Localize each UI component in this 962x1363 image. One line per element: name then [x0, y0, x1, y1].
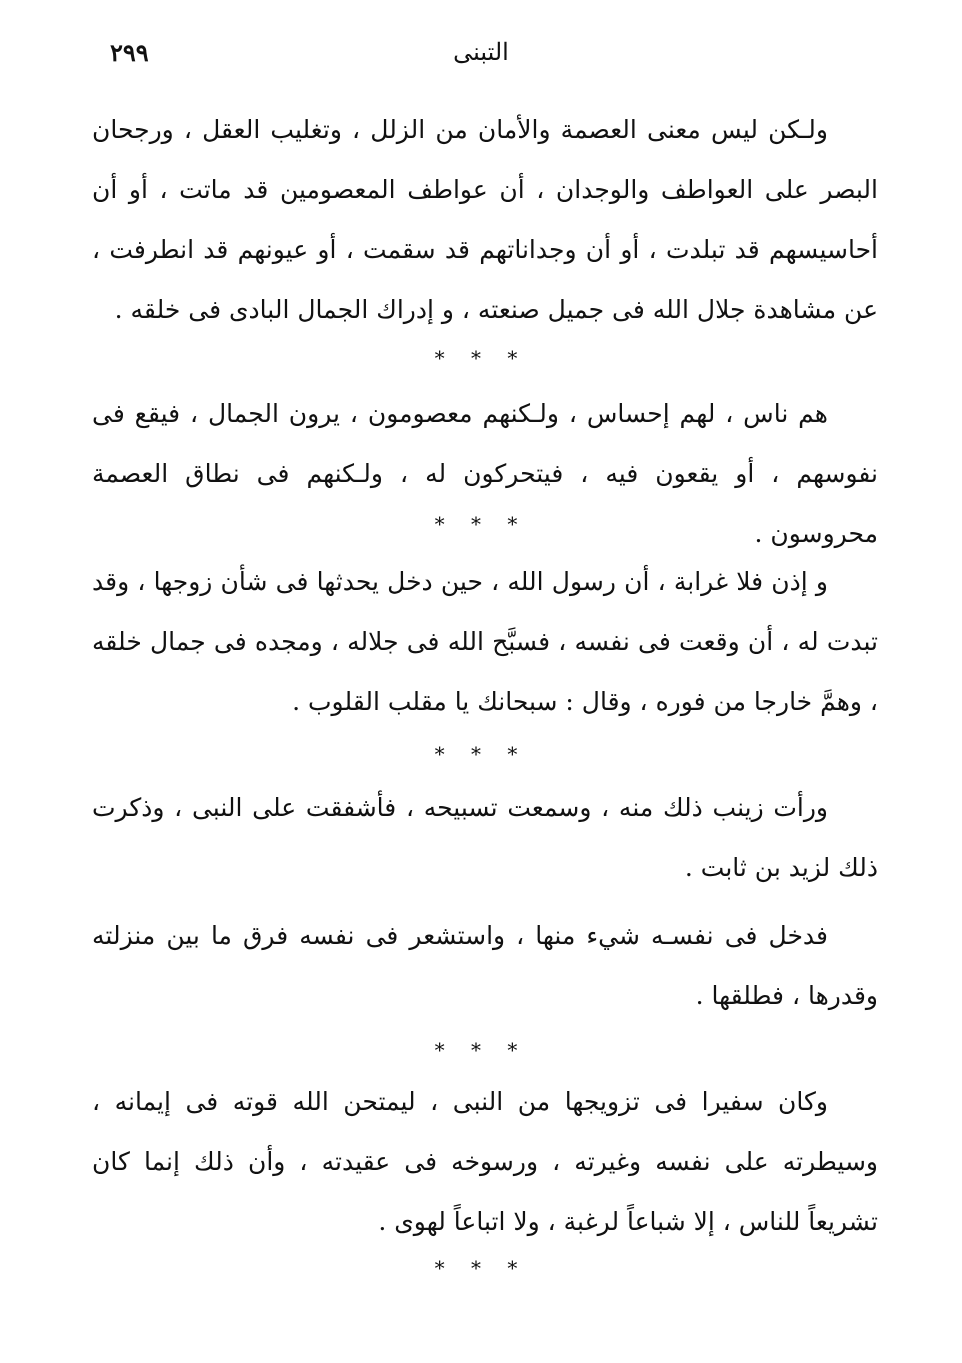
paragraph-6	[92, 1072, 878, 1252]
paragraph-3	[92, 552, 878, 732]
paragraph-text: ورأت زينب ذلك منه ، وسمعت تسبيحه ، فأشفقت على النبى ، وذكرت ذلك لزيد بن ثابت .	[92, 793, 878, 882]
paragraph-4	[92, 778, 878, 898]
section-separator: * * *	[434, 1038, 528, 1062]
paragraph-text: وكان سفيرا فى تزويجها من النبى ، ليمتحن الله قوته فى إيمانه ، وسيطرته على نفسه وغيرته ، ورسوخه فى عقيدته ، وأن ذلك إنما كان تشريعاً للناس ، إلا شباعاً لرغبة ، ولا اتباعاً لهوى .	[92, 1087, 878, 1236]
paragraph-2	[92, 384, 878, 564]
section-separator: * * *	[434, 346, 528, 370]
paragraph-text: فدخل فى نفسـه شيء منها ، واستشعر فى نفسه فرق ما بين منزلته وقدرها ، فطلقها .	[92, 921, 878, 1010]
paragraph-text: ولـكن ليس معنى العصمة والأمان من الزلل ، وتغليب العقل ، ورجحان البصر على العواطف والوجدان ، أن عواطف المعصومين قد ماتت ، أو أن أحاسيسهم قد تبلدت ، أو أن وجداناتهم قد سقمت ، أو عيونهم قد انطرفت ، عن مشاهدة جلال الله فى جميل صنعته ، و إدراك الجمال البادى فى خلقه .	[92, 115, 878, 324]
page-number: ٢٩٩	[110, 38, 149, 67]
running-title: التبنى	[453, 38, 509, 66]
section-separator: * * *	[434, 512, 528, 536]
paragraph-5	[92, 906, 878, 1026]
paragraph-text: هم ناس ، لهم إحساس ، ولـكنهم معصومون ، يرون الجمال ، فيقع فى نفوسهم ، أو يقعون فيه ، فيتحركون له ، ولـكنهم فى نطاق العصمة محروسون .	[92, 399, 878, 548]
paragraph-text: و إذن فلا غرابة ، أن رسول الله ، حين دخل يحدثها فى شأن زوجها ، وقد تبدت له ، أن وقعت فى نفسه ، فسبَّح الله فى جلاله ، ومجده فى جمال خلقه ، وهمَّ خارجا من فوره ، وقال : سبحانك يا مقلب القلوب .	[92, 567, 878, 716]
section-separator: * * *	[434, 1256, 528, 1280]
paragraph-1	[92, 100, 878, 340]
page-header	[90, 38, 872, 78]
section-separator: * * *	[434, 742, 528, 766]
